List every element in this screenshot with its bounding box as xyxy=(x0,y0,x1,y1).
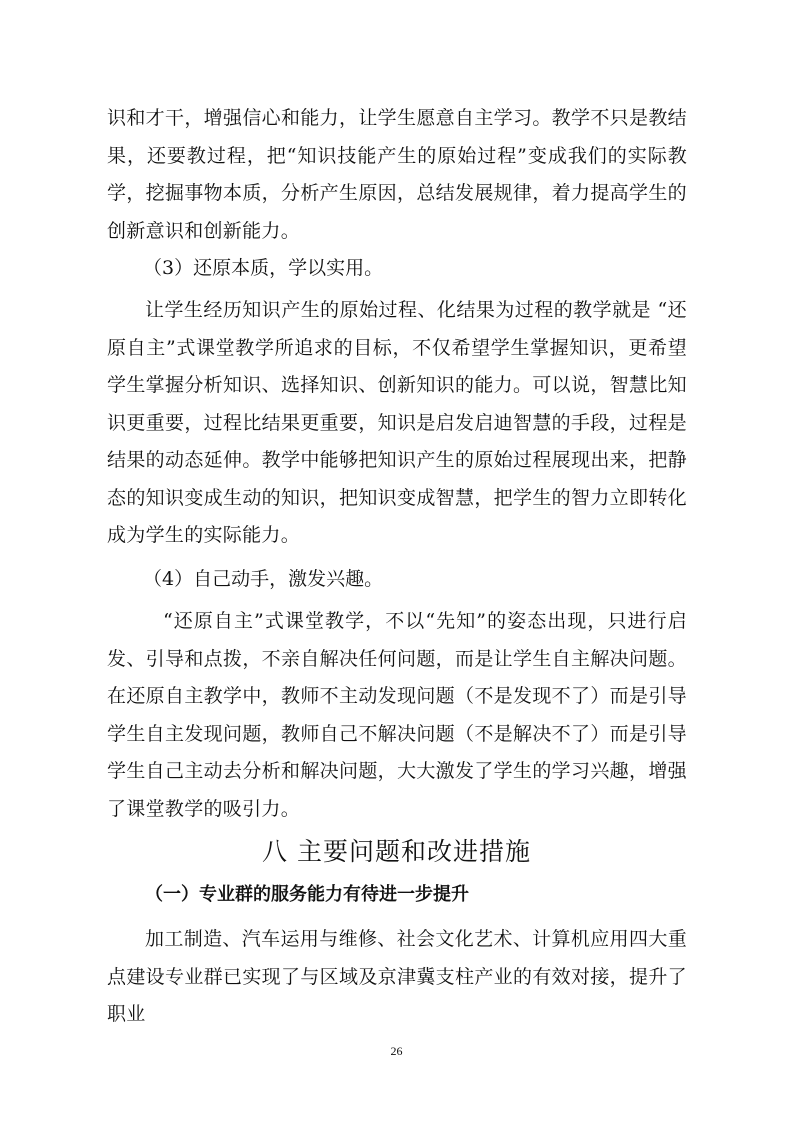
body-paragraph-3: “还原自主”式课堂教学，不以“先知”的姿态出现，只进行启发、引导和点拨，不亲自解决任何问题，而是让学生自主解决问题。在还原自主教学中，教师不主动发现问题（不是发现不了）而是引导学生自主发现问题，教师自己不解决问题（不是解决不了）而是引导学生自己主动去分析和解决问题，大大激发了学生的学习兴趣，增强了课堂教学的吸引力。 xyxy=(107,610,687,820)
subheading-4: （4）自己动手，激发兴趣。 xyxy=(143,568,384,590)
subheading-3: （3）还原本质，学以实用。 xyxy=(143,257,384,279)
page-number: 26 xyxy=(390,1044,403,1058)
section-heading: （一）专业群的服务能力有待进一步提升 xyxy=(145,884,469,905)
body-paragraph-1: 识和才干，增强信心和能力，让学生愿意自主学习。教学不只是教结果，还要教过程，把“知识技能产生的原始过程”变成我们的实际教学，挖掘事物本质，分析产生原因，总结发展规律，着力提高学生的创新意识和创新能力。 xyxy=(107,107,687,242)
body-paragraph-4: 加工制造、汽车运用与维修、社会文化艺术、计算机应用四大重点建设专业群已实现了与区域及京津冀支柱产业的有效对接，提升了职业 xyxy=(107,928,687,1025)
body-paragraph-2: 让学生经历知识产生的原始过程、化结果为过程的教学就是 “还原自主”式课堂教学所追求的目标，不仅希望学生掌握知识，更希望学生掌握分析知识、选择知识、创新知识的能力。可以说，智慧比知识更重要，过程比结果更重要，知识是启发启迪智慧的手段，过程是结果的动态延伸。教学中能够把知识产生的原始过程展现出来，把静态的知识变成生动的知识，把知识变成智慧，把学生的智力立即转化成为学生的实际能力。 xyxy=(107,299,687,546)
chapter-heading: 八 主要问题和改进措施 xyxy=(262,837,531,866)
